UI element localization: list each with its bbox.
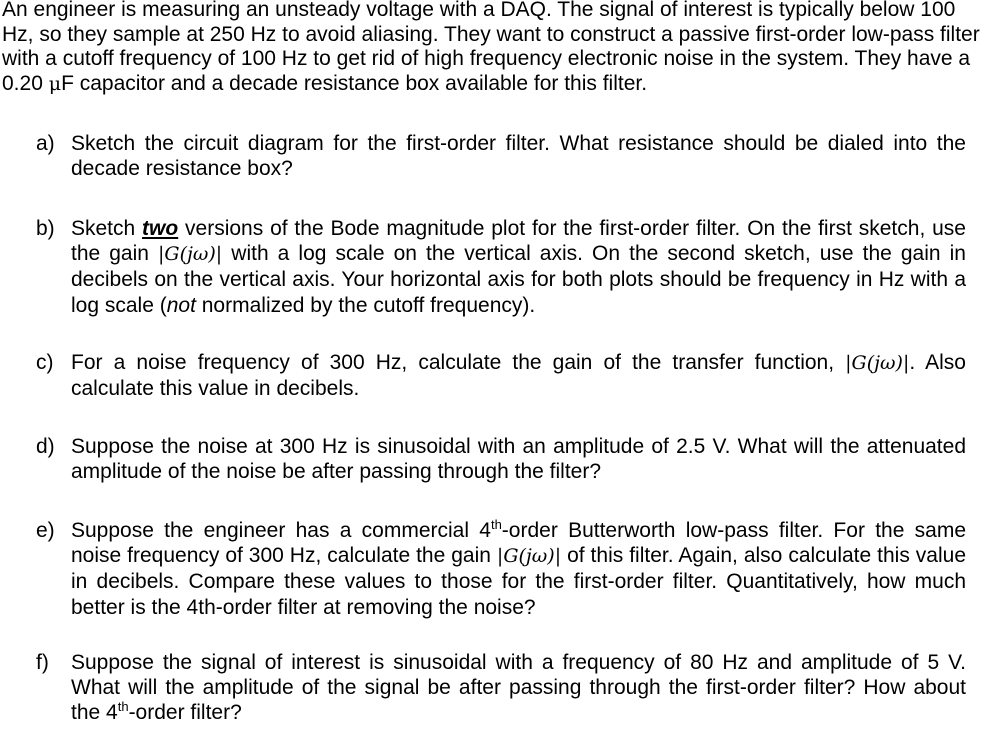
- mu-symbol: μ: [48, 72, 62, 95]
- question-e: [36, 518, 966, 620]
- gain-expression: |G(jω)|: [496, 545, 562, 568]
- gain-expression: |G(jω)|: [158, 243, 223, 266]
- question-f: [36, 650, 966, 726]
- text-segment: -order filter?: [128, 701, 242, 725]
- text-segment: Sketch: [71, 217, 143, 240]
- text-segment: normalized by the cutoff frequency).: [195, 293, 536, 317]
- emphasis-two: two: [142, 217, 179, 240]
- text-segment: of this filter. Again, also calculate this value in decibels. Compare these values to those for the first-order filter. Quantitatively, how much better is the 4th-order filter at removing the noise?: [71, 544, 966, 619]
- question-a: [36, 131, 966, 181]
- question-text: Suppose the noise at 300 Hz is sinusoidal with an amplitude of 2.5 V. What will the attenuated amplitude of the noise be after passing through the filter?: [71, 435, 966, 484]
- superscript-th: th: [117, 699, 129, 715]
- question-label: d): [36, 435, 55, 458]
- text-segment: versions of the Bode magnitude plot for the first-order filter. On the first sketch, use the gain: [71, 217, 966, 266]
- question-label: c): [36, 351, 54, 374]
- question-c: [36, 350, 966, 401]
- text-segment: . Also calculate this value in decibels.: [71, 351, 966, 401]
- text-segment: with a log scale on the vertical axis. On the second sketch, use the gain in decibels on the vertical axis. Your horizontal axis for both plots should be frequency in Hz with a log scale (: [71, 242, 966, 317]
- question-text: [71, 216, 966, 318]
- text-segment: Suppose the signal of interest is sinusoidal with a frequency of 80 Hz and amplitude of 5 V. What will the amplitude of the signal be after passing through the first-order filter? How about the 4: [71, 651, 966, 725]
- emphasis-not: not: [166, 293, 196, 317]
- intro-text-2: capacitor and a decade resistance box available for this filter.: [73, 71, 648, 95]
- problem-intro: [2, 0, 987, 96]
- text-segment: Suppose the engineer has a commercial 4: [71, 519, 491, 542]
- question-label: f): [36, 651, 49, 674]
- question-text: Sketch the circuit diagram for the first-order filter. What resistance should be dialed into the decade resistance box?: [71, 132, 966, 181]
- gain-expression: |G(jω)|: [845, 352, 910, 374]
- question-d: [36, 434, 966, 484]
- question-text: [71, 650, 966, 726]
- intro-text-1: An engineer is measuring an unsteady voltage with a DAQ. The signal of interest is typically below 100 Hz, so they sample at 250 Hz to avoid aliasing. They want to construct a passive first-order low-pass filter with a cutoff frequency of 100 Hz to get rid of high frequency electronic noise in the system. They have a 0.20: [2, 0, 980, 95]
- text-segment: -order Butterworth low-pass filter. For the same noise frequency of 300 Hz, calculate the gain: [71, 519, 966, 568]
- question-label: b): [36, 217, 55, 240]
- question-b: [36, 216, 966, 318]
- unit-farad: F: [61, 71, 74, 95]
- question-label: a): [36, 132, 55, 155]
- superscript-th: th: [490, 517, 502, 532]
- question-label: e): [36, 519, 55, 542]
- question-text: [71, 350, 966, 401]
- text-segment: For a noise frequency of 300 Hz, calculate the gain of the transfer function,: [71, 351, 846, 374]
- question-text: [71, 518, 966, 620]
